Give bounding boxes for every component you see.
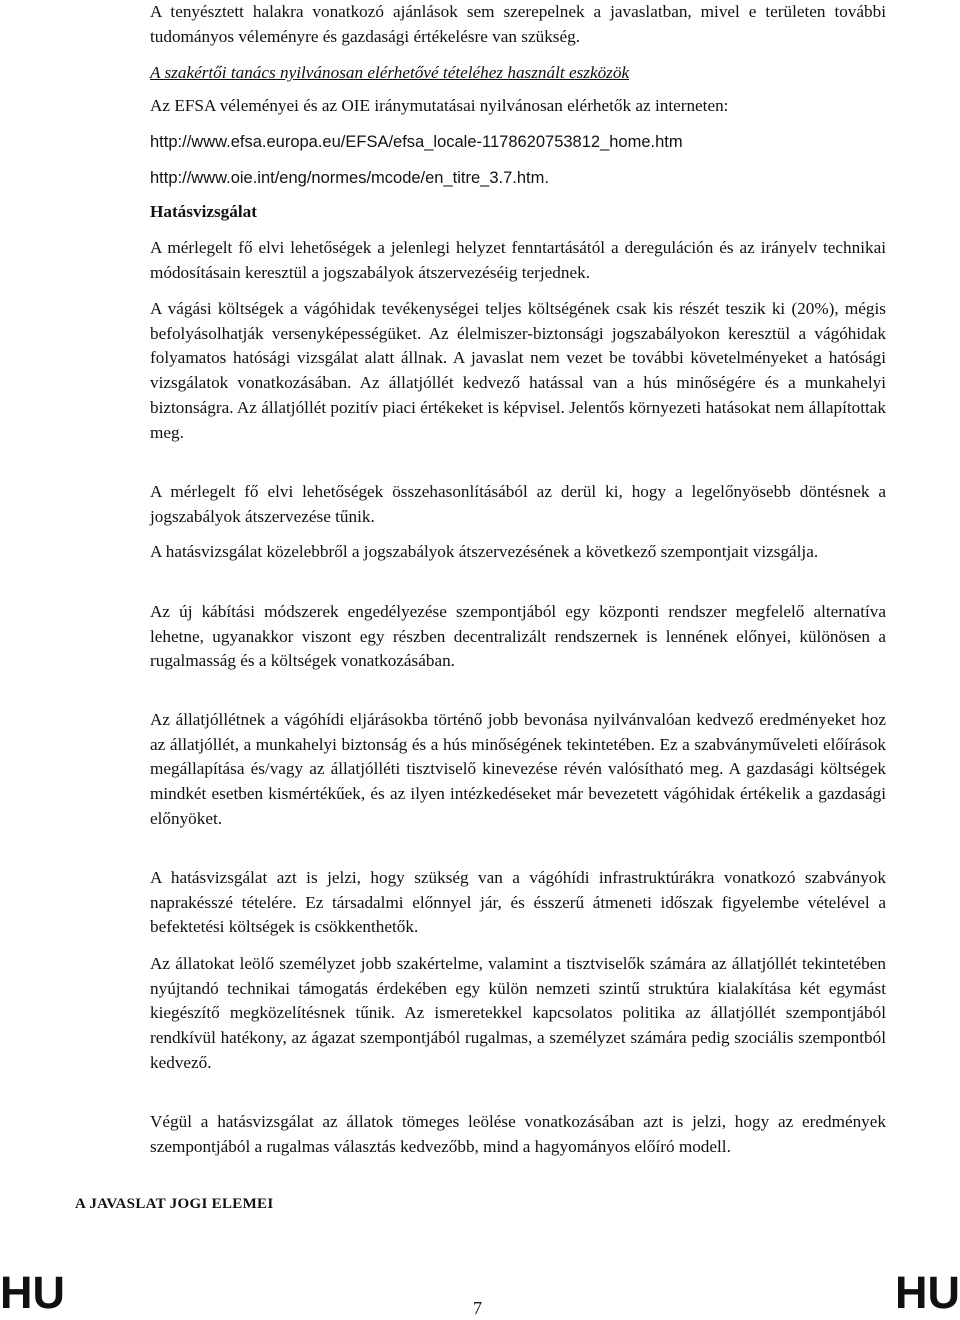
- paragraph-stunning-methods: Az új kábítási módszerek engedélyezése szempontjából egy központi rendszer megfelelő alternatíva lehetne, ugyanakkor viszont egy részben decentralizált rendszernek is lennének előnyei, különösen a rugalmasság és a költségek vonatkozásában.: [150, 602, 886, 671]
- footer-language-right: HU: [895, 1267, 960, 1318]
- legal-elements-heading: A JAVASLAT JOGI ELEMEI: [75, 1196, 274, 1212]
- efsa-url-link[interactable]: http://www.efsa.europa.eu/EFSA/efsa_locale-1178620753812_home.htm: [150, 133, 683, 151]
- paragraph-infrastructure: A hatásvizsgálat azt is jelzi, hogy szükség van a vágóhídi infrastruktúrákra vonatkozó szabványok naprakésszé tételére. Ez társadalmi előnnyel jár, és ésszerű átmeneti időszak figyelembe vételével a befektetési költségek is csökkenthetők.: [150, 868, 886, 937]
- tools-text: Az EFSA véleményei és az OIE iránymutatásai nyilvánosan elérhetők az interneten:: [150, 96, 729, 115]
- intro-paragraph: A tenyésztett halakra vonatkozó ajánlások sem szerepelnek a javaslatban, mivel e területen további tudományos véleményre és gazdasági értékelésre van szükség.: [150, 2, 886, 46]
- paragraph-staff-expertise: Az állatokat leölő személyzet jobb szakértelme, valamint a tisztviselők számára az állatjóllét tekintetében nyújtandó technikai támogatás érdekében egy külön nemzeti szintű struktúra kialakítása két egymást kiegészítő megközelítésnek tűnik. Az ismeretekkel kapcsolatos politika az állatjóllét szempontjából rendkívül hatékony, az ágazat szempontjából rugalmas, a személyzet számára pedig szociális szempontból kedvező.: [150, 954, 886, 1072]
- oie-url-link[interactable]: http://www.oie.int/eng/normes/mcode/en_titre_3.7.htm.: [150, 169, 549, 187]
- paragraph-options: A mérlegelt fő elvi lehetőségek a jelenlegi helyzet fenntartásától a dereguláción és az irányelv technikai módosításain keresztül a jogszabályok átszervezéséig terjednek.: [150, 238, 886, 282]
- paragraph-costs: A vágási költségek a vágóhidak tevékenységei teljes költségének csak kis részét teszik ki (20%), mégis befolyásolhatják versenyképességüket. Az élelmiszer-biztonsági jogszabályokon keresztül a vágóhidak folyamatos hatósági vizsgálat alatt állnak. A javaslat nem vezet be további követelményeket a hatósági vizsgálatok vonatkozásában. Az állatjóllét kedvező hatással van a hús minőségére és a munkahelyi biztonságra. Az állatjóllét pozitív piaci értékeket is képvisel. Jelentős környezeti hatásokat nem állapítottak meg.: [150, 299, 886, 442]
- impact-assessment-heading: Hatásvizsgálat: [150, 202, 257, 221]
- page-number: 7: [473, 1298, 482, 1318]
- paragraph-welfare-integration: Az állatjóllétnek a vágóhídi eljárásokba történő jobb bevonása nyilvánvalóan kedvező eredményeket hoz az állatjóllét, a munkahelyi biztonság és a hús minőségének tekintetében. Ez a szabványműveleti előírások megállapítása és/vagy az állatjólléti tisztviselő kinevezése révén valósítható meg. A gazdasági költségek mindkét esetben kismértékűek, és az ilyen intézkedéseket már bevezetett vágóhidak értékelik a gazdasági előnyöket.: [150, 710, 886, 828]
- paragraph-comparison: A mérlegelt fő elvi lehetőségek összehasonlításából az derül ki, hogy a legelőnyösebb döntésnek a jogszabályok átszervezése tűnik.: [150, 482, 886, 526]
- tools-heading: A szakértői tanács nyilvánosan elérhetővé tételéhez használt eszközök: [150, 63, 630, 82]
- paragraph-aspects: A hatásvizsgálat közelebbről a jogszabályok átszervezésének a következő szempontjait vizsgálja.: [150, 542, 819, 561]
- paragraph-mass-killing: Végül a hatásvizsgálat az állatok tömeges leölése vonatkozásában azt is jelzi, hogy az eredmények szempontjából a rugalmas választás kedvezőbb, mind a hagyományos előíró modell.: [150, 1112, 886, 1156]
- footer-language-left: HU: [0, 1267, 65, 1318]
